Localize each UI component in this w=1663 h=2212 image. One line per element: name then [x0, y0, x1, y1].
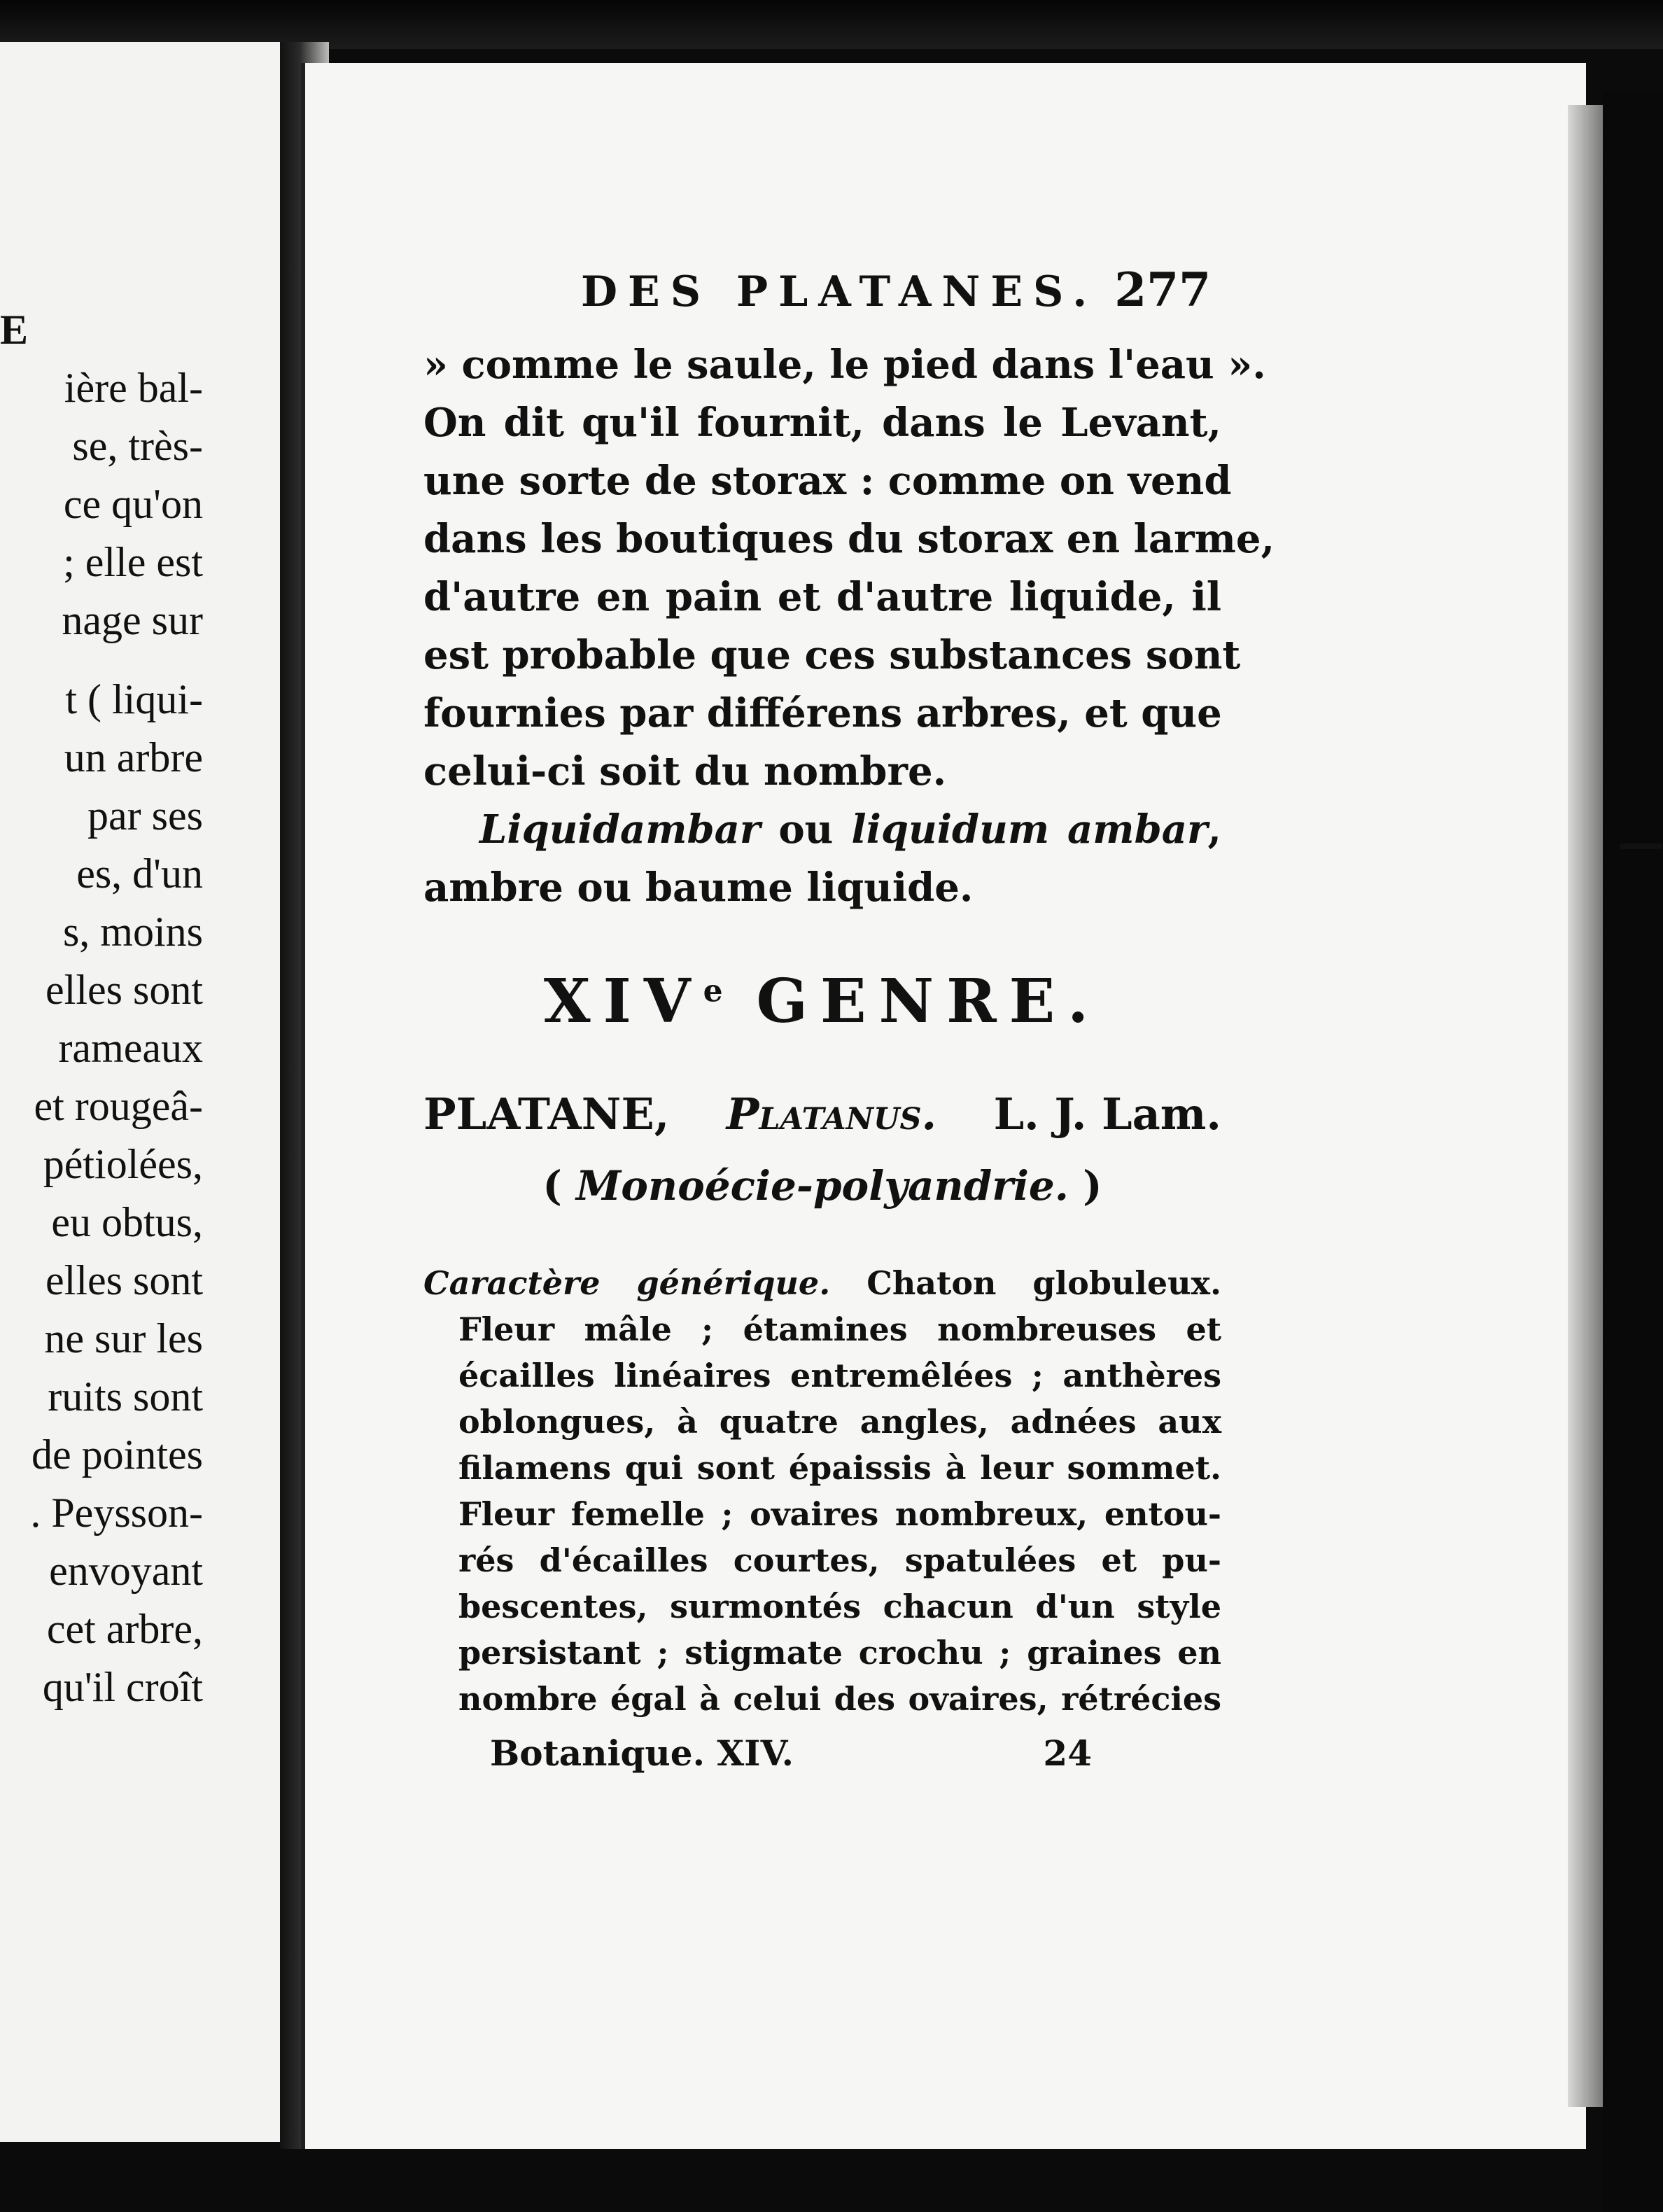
character-line: nombre égal à celui des ovaires, rétrécies	[458, 1680, 1221, 1718]
genre-numeral: XIV	[543, 966, 703, 1037]
page-edge-shadow	[1568, 105, 1603, 2107]
left-page	[0, 42, 287, 2142]
scan-right-border	[1603, 91, 1663, 2212]
left-line: ière bal-	[64, 365, 203, 411]
body-line: une sorte de storax : comme on vend	[423, 458, 1232, 504]
left-line: pétiolées,	[43, 1141, 203, 1187]
left-line: cet arbre,	[46, 1606, 203, 1652]
classification	[423, 1162, 1221, 1210]
character-line: bescentes, surmontés chacun d'un style	[458, 1588, 1221, 1625]
body-line: celui-ci soit du nombre.	[423, 748, 947, 794]
left-line: eu obtus,	[51, 1199, 203, 1245]
left-line: elles sont	[45, 967, 203, 1013]
classification-text: Monoécie-polyandrie.	[576, 1162, 1069, 1210]
body-line: d'autre en pain et d'autre liquide, il	[423, 574, 1221, 620]
body-line: » comme le saule, le pied dans l'eau ».	[423, 342, 1266, 388]
left-line: nage sur	[62, 597, 203, 643]
left-line: t ( liqui-	[65, 676, 203, 722]
character-first-text: Chaton globuleux.	[830, 1264, 1221, 1302]
liquidum-ambar-term: liquidum ambar	[851, 806, 1208, 853]
signature-text: Botanique. XIV.	[490, 1732, 794, 1774]
left-line: s, moins	[62, 909, 203, 955]
left-line: envoyant	[49, 1548, 203, 1594]
left-line: ce qu'on	[63, 481, 203, 527]
left-line: et rougeâ-	[34, 1083, 203, 1129]
body-line: est probable que ces substances sont	[423, 632, 1241, 678]
left-line: de pointes	[31, 1432, 203, 1478]
genus-latin-name: Platanus.	[726, 1088, 937, 1140]
body-text	[423, 336, 1275, 917]
page-number: 277	[1114, 262, 1211, 317]
genre-heading	[423, 966, 1221, 1037]
signature-mark: 24	[1043, 1732, 1092, 1774]
genre-word: GENRE.	[756, 966, 1102, 1037]
running-head	[581, 262, 1211, 332]
character-line: oblongues, à quatre angles, adnées aux	[458, 1403, 1221, 1441]
left-line: ; elle est	[63, 539, 203, 585]
genus-authors: L. J. Lam.	[993, 1088, 1221, 1140]
genus-name: PLATANE,	[423, 1088, 670, 1140]
classification-close: )	[1068, 1162, 1102, 1210]
left-line: par ses	[87, 792, 203, 839]
body-line: dans les boutiques du storax en larme,	[423, 516, 1275, 562]
character-line: Fleur mâle ; étamines nombreuses et	[458, 1310, 1221, 1348]
left-page-text	[0, 301, 280, 1716]
genus-line	[423, 1088, 1221, 1140]
genre-superscript: e	[703, 973, 723, 1009]
character-line: persistant ; stigmate crochu ; graines en	[458, 1634, 1221, 1672]
liquidambar-term: Liquidambar	[479, 806, 761, 853]
character-label: Caractère générique.	[423, 1264, 831, 1302]
body-line: On dit qu'il fournit, dans le Levant,	[423, 400, 1221, 446]
left-line: un arbre	[64, 734, 203, 780]
left-line: es, d'un	[76, 850, 203, 897]
character-line: rés d'écailles courtes, spatulées et pu-	[458, 1541, 1221, 1579]
character-line: écailles linéaires entremêlées ; anthères	[458, 1357, 1221, 1394]
generic-character-text	[423, 1260, 1221, 1722]
left-line: ne sur les	[44, 1315, 203, 1362]
left-line: qu'il croît	[42, 1664, 203, 1710]
character-lead-line	[423, 1260, 1221, 1306]
printer-signature	[490, 1732, 1092, 1774]
body-line: fournies par différens arbres, et que	[423, 690, 1222, 736]
body-line: ambre ou baume liquide.	[423, 864, 974, 911]
left-line: rameaux	[58, 1025, 203, 1071]
margin-tick-mark	[1620, 844, 1662, 849]
left-line: ruits sont	[48, 1373, 203, 1420]
left-line: se, très-	[72, 423, 203, 469]
liquidambar-connector: ou	[760, 806, 852, 853]
left-line: E	[0, 307, 29, 353]
running-title: DES PLATANES.	[581, 267, 1098, 316]
left-line: . Peysson-	[30, 1490, 203, 1536]
liquidambar-comma: ,	[1207, 806, 1222, 853]
classification-open: (	[542, 1162, 577, 1210]
character-line: Fleur femelle ; ovaires nombreux, entou-	[458, 1495, 1221, 1533]
left-line: elles sont	[45, 1257, 203, 1303]
liquidambar-line	[423, 801, 1221, 859]
character-line: filamens qui sont épaissis à leur sommet.	[458, 1449, 1221, 1487]
